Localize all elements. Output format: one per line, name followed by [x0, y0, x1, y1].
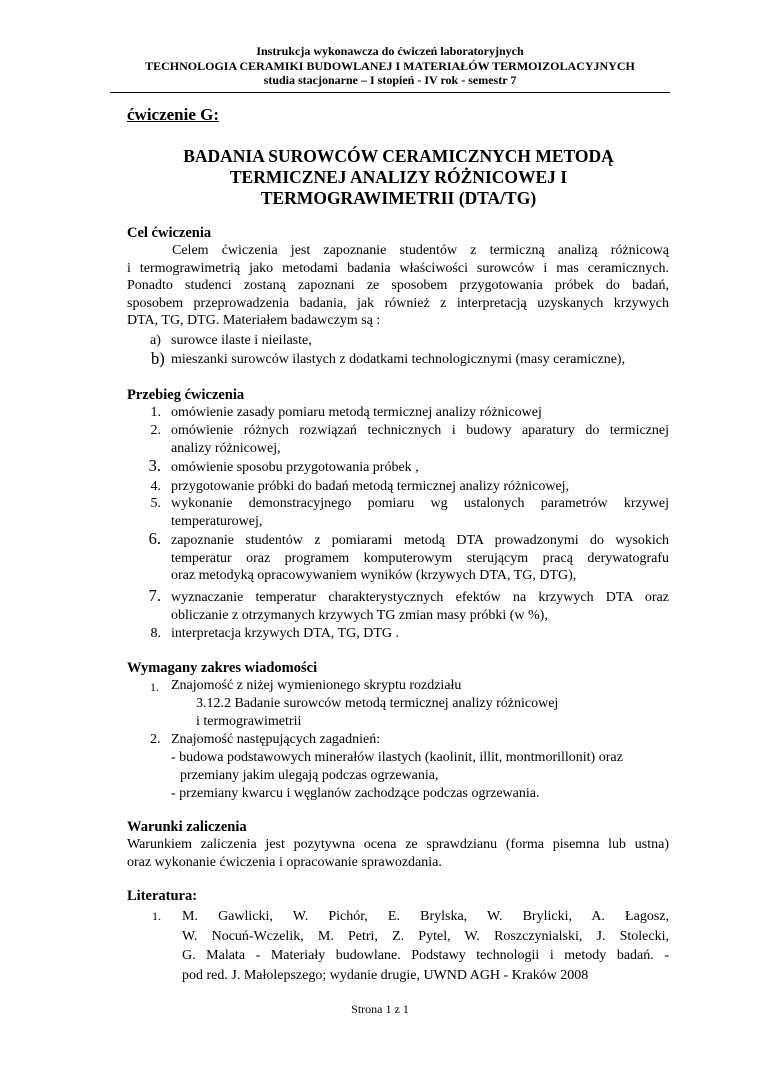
knowledge-heading: Wymagany zakres wiadomości [127, 660, 318, 676]
list-item-number: 2. [150, 423, 161, 438]
list-item-text: temperaturowej, [171, 513, 263, 529]
list-item-text: temperatur oraz programem komputerowym sterującym pracą derywatografu [171, 550, 669, 566]
knowledge-bullet-continuation: przemiany jakim ulegają podczas ogrzewania, [180, 768, 439, 783]
conditions-paragraph [127, 836, 669, 871]
list-item-text: omówienie zasady pomiaru metodą termicznej analizy różnicowej [171, 405, 542, 420]
list-item-text: wyznaczanie temperatur charakterystycznych efektów na krzywych DTA oraz [171, 590, 669, 605]
list-item-text: omówienie sposobu przygotowania próbek , [171, 460, 419, 475]
list-item-text: oraz metodyką opracowywaniem wyników (krzywych DTA, TG, DTG), [171, 568, 577, 583]
literature-item-number: 1. [152, 909, 161, 923]
title-line-2: TERMICZNEJ ANALIZY RÓŻNICOWEJ I [229, 167, 568, 187]
header-line-3: studia stacjonarne – I stopień - IV rok - semestr 7 [263, 73, 517, 87]
page-footer: Strona 1 z 1 [351, 1002, 409, 1016]
conditions-line: Warunkiem zaliczenia jest pozytywna ocena ze sprawdzianu (forma pisemna lub ustna) [127, 837, 669, 852]
knowledge-item-number: 1. [150, 680, 159, 694]
literature-line: W. Nocuń-Wczelik, M. Petri, Z. Pytel, W. Roszczynialski, J. Stolecki, [182, 928, 669, 944]
goal-item-marker: a) [150, 333, 161, 348]
knowledge-item-text: Znajomość z niżej wymienionego skryptu rozdziału [171, 678, 462, 693]
conditions-line: oraz wykonanie ćwiczenia i opracowanie sprawozdania. [127, 854, 442, 870]
list-item-text: interpretacja krzywych DTA, TG, DTG . [171, 626, 399, 641]
list-item-number: 4. [150, 479, 161, 494]
exercise-label: ćwiczenie G: [127, 105, 220, 124]
knowledge-bullet: - przemiany kwarcu i węglanów zachodzące podczas ogrzewania. [171, 786, 540, 801]
list-item-text: wykonanie demonstracyjnego pomiaru wg ustalonych parametrów krzywej [171, 496, 669, 511]
list-item-text: zapoznanie studentów z pomiarami metodą DTA prowadzonymi do wysokich [171, 533, 669, 548]
page-title [127, 146, 670, 209]
header-line-1: Instrukcja wykonawcza do ćwiczeń laboratoryjnych [256, 44, 524, 58]
conditions-heading: Warunki zaliczenia [127, 819, 247, 835]
literature-line: M. Gawlicki, W. Pichór, E. Brylska, W. Brylicki, A. Łagosz, [182, 909, 669, 924]
knowledge-item-text: Znajomość następujących zagadnień: [171, 732, 381, 747]
goal-line: Celem ćwiczenia jest zapoznanie studentów z termiczną analizą różnicową [172, 243, 669, 258]
list-item-text: omówienie różnych rozwiązań technicznych i budowy aparatury do termicznej [171, 423, 669, 438]
document-header [110, 44, 670, 88]
title-line-3: TERMOGRAWIMETRII (DTA/TG) [260, 188, 537, 208]
header-divider [110, 92, 670, 93]
goal-line: DTA, TG, DTG. Materiałem badawczym są : [127, 313, 381, 328]
literature-line: pod red. J. Małolepszego; wydanie drugie, UWND AGH - Kraków 2008 [182, 967, 589, 983]
goal-item-text: mieszanki surowców ilastych z dodatkami technologicznymi (masy ceramiczne), [171, 352, 626, 367]
header-line-2: TECHNOLOGIA CERAMIKI BUDOWLANEJ I MATERIAŁÓW TERMOIZOLACYJNYCH [145, 58, 635, 73]
goal-line: Ponadto studenci zostaną zapoznani ze sposobem przygotowania próbek do badań, [127, 278, 669, 293]
goal-line: i termograwimetrią jako metodami badania właściwości surowców i mas ceramicznych. [127, 260, 669, 276]
goal-item-text: surowce ilaste i nieilaste, [171, 333, 312, 348]
list-item-number: 1. [150, 405, 161, 420]
list-item-number: 8. [150, 626, 161, 641]
list-item-text: analizy różnicowej, [171, 440, 281, 456]
literature-line: G. Malata - Materiały budowlane. Podstawy technologii i metody badań. - [182, 948, 669, 963]
goal-paragraph [127, 242, 669, 330]
list-item-number: 3. [148, 456, 161, 475]
list-item-number: 6. [148, 529, 161, 548]
goal-item-marker: b) [151, 349, 165, 368]
goal-heading: Cel ćwiczenia [127, 225, 212, 241]
list-item-text: przygotowanie próbki do badań metodą termicznej analizy różnicowej, [171, 479, 570, 494]
knowledge-item-number: 2. [150, 732, 161, 747]
course-heading: Przebieg ćwiczenia [127, 387, 245, 403]
knowledge-sub-line: 3.12.2 Badanie surowców metodą termicznej analizy różnicowej [196, 696, 559, 711]
list-item-text: obliczanie z otrzymanych krzywych TG zmian masy próbki (w %), [171, 607, 548, 623]
title-line-1: BADANIA SUROWCÓW CERAMICZNYCH METODĄ [183, 146, 614, 166]
list-item-number: 7. [148, 586, 161, 605]
goal-line: sposobem przeprowadzenia badania, jak również z interpretacją uzyskanych krzywych [127, 295, 669, 311]
literature-heading: Literatura: [127, 888, 198, 904]
list-item-number: 5. [150, 496, 161, 511]
knowledge-bullet: - budowa podstawowych minerałów ilastych (kaolinit, illit, montmorillonit) oraz [171, 750, 623, 765]
knowledge-sub-line: i termograwimetrii [196, 714, 302, 729]
